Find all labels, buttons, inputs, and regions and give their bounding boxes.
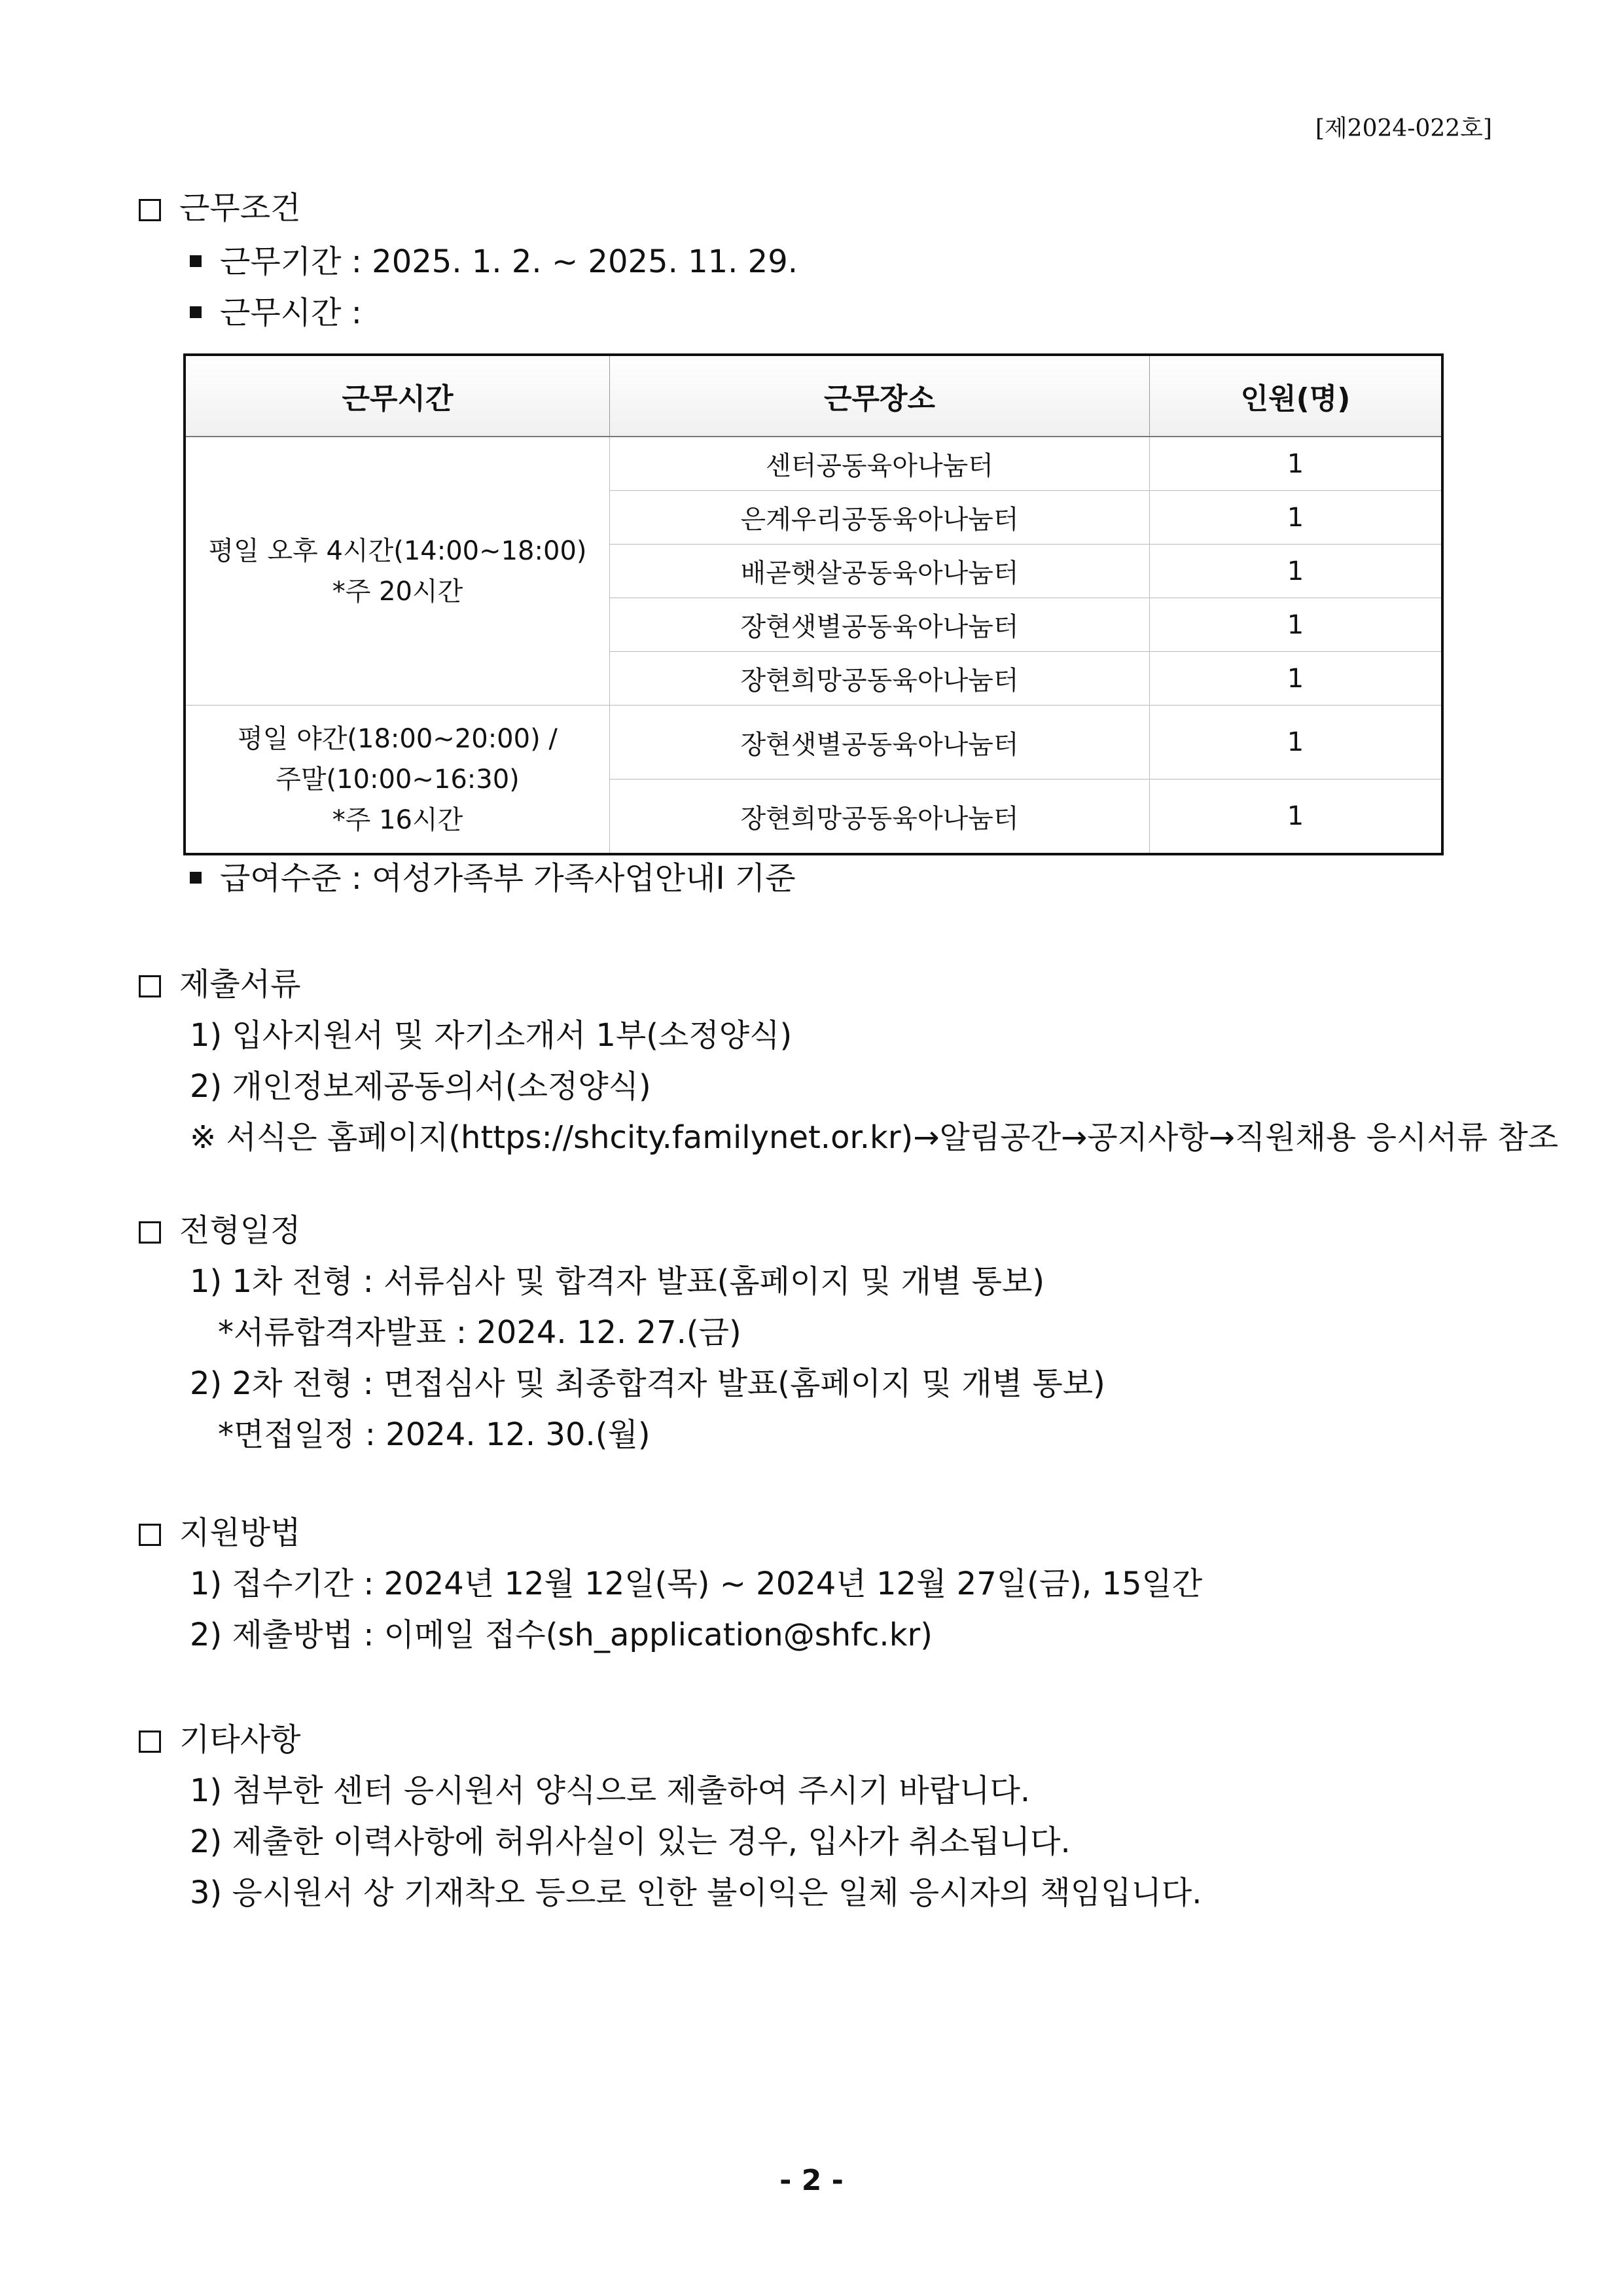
section-title: 기타사항 — [179, 1721, 301, 1758]
bullet-square-icon — [190, 872, 202, 884]
place-cell: 배곧햇살공동육아나눔터 — [610, 545, 1150, 598]
checkbox-square-icon — [139, 1524, 161, 1546]
table-row — [185, 437, 1442, 491]
work-hours-label — [190, 293, 362, 332]
documents-item-2: 2) 개인정보제공동의서(소정양식) — [190, 1068, 651, 1105]
section-title: 전형일정 — [179, 1212, 301, 1249]
checkbox-square-icon — [139, 1731, 161, 1753]
count-cell: 1 — [1150, 706, 1443, 780]
salary-level — [190, 859, 796, 898]
checkbox-square-icon — [139, 1221, 161, 1244]
work-hours-label-text: 근무시간 : — [220, 295, 362, 331]
hours-line: 평일 오후 4시간(14:00~18:00) — [208, 535, 587, 566]
hours-line: 주말(10:00~16:30) — [276, 764, 520, 795]
place-cell: 은계우리공동육아나눔터 — [610, 491, 1150, 545]
schedule-item-1-sub: *서류합격자발표 : 2024. 12. 27.(금) — [218, 1314, 741, 1351]
section-work-conditions — [139, 188, 300, 228]
application-item-1: 1) 접수기간 : 2024년 12월 12일(목) ~ 2024년 12월 27일(금), 15일간 — [190, 1566, 1203, 1602]
header-hours: 근무시간 — [185, 355, 610, 437]
checkbox-square-icon — [139, 975, 161, 997]
header-count: 인원(명) — [1150, 355, 1443, 437]
documents-item-1: 1) 입사지원서 및 자기소개서 1부(소정양식) — [190, 1017, 793, 1054]
count-cell: 1 — [1150, 780, 1443, 855]
place-cell: 장현희망공동육아나눔터 — [610, 780, 1150, 855]
count-cell: 1 — [1150, 598, 1443, 652]
count-cell: 1 — [1150, 652, 1443, 706]
section-title: 근무조건 — [179, 190, 301, 226]
schedule-item-2-sub: *면접일정 : 2024. 12. 30.(월) — [218, 1416, 651, 1453]
schedule-item-1: 1) 1차 전형 : 서류심사 및 합격자 발표(홈페이지 및 개별 통보) — [190, 1263, 1045, 1300]
section-schedule — [139, 1211, 300, 1250]
bullet-square-icon — [190, 255, 202, 267]
schedule-item-2: 2) 2차 전형 : 면접심사 및 최종합격자 발표(홈페이지 및 개별 통보) — [190, 1365, 1105, 1402]
hours-cell-evening-weekend — [185, 706, 610, 855]
count-cell: 1 — [1150, 545, 1443, 598]
hours-line: *주 16시간 — [332, 804, 463, 835]
section-application — [139, 1513, 300, 1552]
count-cell: 1 — [1150, 437, 1443, 491]
hours-line: *주 20시간 — [332, 576, 463, 607]
table-row — [185, 706, 1442, 780]
section-others — [139, 1720, 300, 1759]
table-header-row — [185, 355, 1442, 437]
place-cell: 장현샛별공동육아나눔터 — [610, 706, 1150, 780]
section-title: 제출서류 — [179, 966, 301, 1003]
hours-cell-weekday-afternoon — [185, 437, 610, 706]
place-cell: 센터공동육아나눔터 — [610, 437, 1150, 491]
section-title: 지원방법 — [179, 1515, 301, 1551]
application-item-2: 2) 제출방법 : 이메일 접수(sh_application@shfc.kr) — [190, 1617, 933, 1653]
salary-text: 급여수준 : 여성가족부 가족사업안내Ⅰ 기준 — [220, 860, 796, 897]
page-number: - 2 - — [779, 2164, 844, 2197]
header-place: 근무장소 — [610, 355, 1150, 437]
section-documents — [139, 965, 300, 1004]
others-item-1: 1) 첨부한 센터 응시원서 양식으로 제출하여 주시기 바랍니다. — [190, 1772, 1031, 1809]
document-number: [제2024-022호] — [1315, 115, 1492, 142]
work-hours-table — [183, 353, 1444, 855]
work-period — [190, 242, 798, 281]
others-item-2: 2) 제출한 이력사항에 허위사실이 있는 경우, 입사가 취소됩니다. — [190, 1823, 1071, 1860]
checkbox-square-icon — [139, 199, 161, 221]
place-cell: 장현샛별공동육아나눔터 — [610, 598, 1150, 652]
documents-note: ※ 서식은 홈페이지(https://shcity.familynet.or.kr)→알림공간→공지사항→직원채용 응시서류 참조 — [190, 1119, 1559, 1156]
hours-line: 평일 야간(18:00~20:00) / — [238, 723, 558, 754]
others-item-3: 3) 응시원서 상 기재착오 등으로 인한 불이익은 일체 응시자의 책임입니다. — [190, 1874, 1202, 1911]
count-cell: 1 — [1150, 491, 1443, 545]
bullet-square-icon — [190, 306, 202, 318]
place-cell: 장현희망공동육아나눔터 — [610, 652, 1150, 706]
work-period-text: 근무기간 : 2025. 1. 2. ~ 2025. 11. 29. — [220, 243, 798, 280]
